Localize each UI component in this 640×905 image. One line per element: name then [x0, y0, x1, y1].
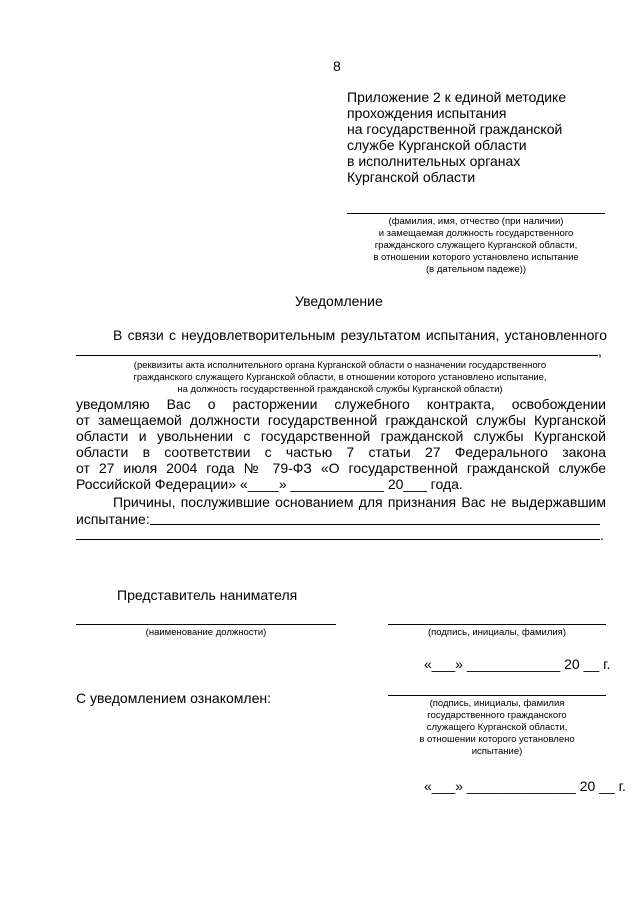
position-line — [76, 624, 336, 625]
body-line: от замещаемой должности государственной гражданской службы Курганской — [76, 412, 606, 428]
body-line: области в соответствии с частью 7 статьи 27 Федерального закона — [76, 444, 606, 460]
acknowledged-label: С уведомлением ознакомлен: — [76, 690, 271, 706]
representative-label: Представитель нанимателя — [117, 587, 298, 603]
appendix-line: службе Курганской области — [347, 137, 527, 153]
document-heading: Уведомление — [295, 293, 383, 309]
reasons-label: испытание: — [76, 511, 150, 527]
position-caption: (наименование должности) — [145, 627, 267, 638]
reasons-end: . — [600, 527, 604, 543]
appendix-line: прохождения испытания — [347, 105, 507, 121]
body-line-last: Российской Федерации» «____» ____________ 20___ года. — [76, 476, 463, 492]
body-line: от 27 июля 2004 года № 79-ФЗ «О государственной гражданской службе — [76, 460, 606, 476]
reasons-field-line-2 — [76, 539, 600, 540]
appendix-line: Приложение 2 к единой методике — [347, 89, 567, 105]
employee-caption: (подпись, инициалы, фамилия государственного гражданского служащего Курганской области, в отношении которого установлено испытание) — [419, 698, 575, 757]
appendix-block — [347, 89, 607, 185]
intro-end: , — [598, 343, 602, 359]
intro-line: В связи с неудовлетворительным результатом испытания, установленного — [113, 327, 607, 343]
date-line-2: «___» ______________ 20 __ г. — [424, 778, 626, 794]
reasons-line: Причины, послужившие основанием для признания Вас не выдержавшим — [113, 494, 606, 510]
act-caption: (реквизиты акта исполнительного органа Курганской области о назначении государственного гражданского служащего Курганской области, в отношении которого установлено испытание, на должность государственной гражданской службы Курганской области) — [133, 360, 547, 395]
appendix-line: Курганской области — [347, 169, 476, 185]
signature-caption: (подпись, инициалы, фамилия) — [428, 627, 566, 638]
appendix-line: на государственной гражданской — [347, 121, 563, 137]
body-line: области и увольнении с государственной гражданской службы Курганской — [76, 428, 606, 444]
act-line — [76, 355, 598, 356]
date-line: «___» ____________ 20 __ г. — [424, 656, 611, 672]
body-paragraph — [76, 396, 606, 492]
addressee-line — [347, 213, 605, 214]
body-line: уведомляю Вас о расторжении служебного контракта, освобождении — [76, 396, 606, 412]
employee-signature-line — [388, 695, 606, 696]
addressee-caption: (фамилия, имя, отчество (при наличии) и замещаемая должность государственного гражданского служащего Курганской области, в отношении которого установлено испытание (в дательном падеже)) — [373, 216, 579, 275]
appendix-line: в исполнительных органах — [347, 153, 521, 169]
reasons-field-line — [150, 524, 600, 525]
page-number: 8 — [333, 58, 341, 74]
signature-line — [388, 624, 606, 625]
